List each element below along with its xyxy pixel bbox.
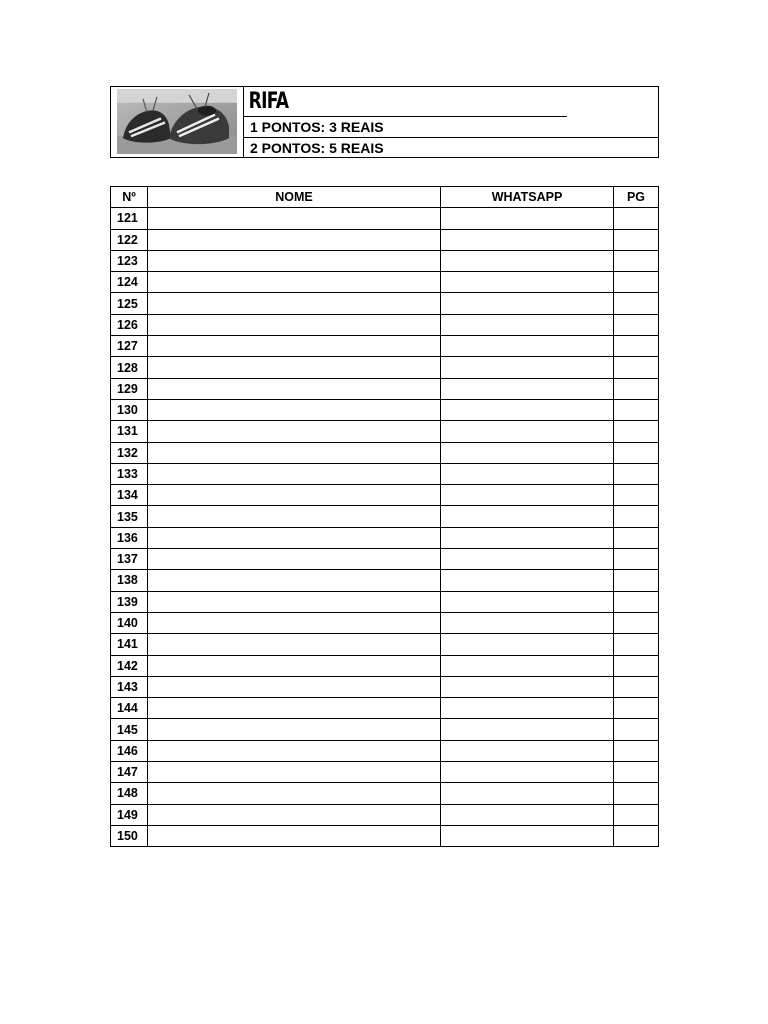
paid-cell[interactable] xyxy=(614,293,659,314)
name-cell[interactable] xyxy=(148,527,441,548)
name-cell[interactable] xyxy=(148,485,441,506)
paid-cell[interactable] xyxy=(614,485,659,506)
name-cell[interactable] xyxy=(148,719,441,740)
paid-cell[interactable] xyxy=(614,463,659,484)
paid-cell[interactable] xyxy=(614,229,659,250)
column-header-name: NOME xyxy=(148,187,441,208)
table-row xyxy=(111,719,659,740)
raffle-table xyxy=(110,186,659,847)
number-cell: 124 xyxy=(111,272,148,293)
paid-cell[interactable] xyxy=(614,378,659,399)
photo-cell xyxy=(111,87,244,157)
number-cell: 137 xyxy=(111,549,148,570)
whatsapp-cell[interactable] xyxy=(441,293,614,314)
whatsapp-cell[interactable] xyxy=(441,676,614,697)
name-cell[interactable] xyxy=(148,783,441,804)
name-cell[interactable] xyxy=(148,357,441,378)
whatsapp-cell[interactable] xyxy=(441,740,614,761)
table-row xyxy=(111,527,659,548)
paid-cell[interactable] xyxy=(614,825,659,846)
column-header-whatsapp: WHATSAPP xyxy=(441,187,614,208)
paid-cell[interactable] xyxy=(614,634,659,655)
name-cell[interactable] xyxy=(148,804,441,825)
name-cell[interactable] xyxy=(148,272,441,293)
paid-cell[interactable] xyxy=(614,804,659,825)
whatsapp-cell[interactable] xyxy=(441,208,614,229)
whatsapp-cell[interactable] xyxy=(441,549,614,570)
paid-cell[interactable] xyxy=(614,272,659,293)
table-row xyxy=(111,229,659,250)
header-row xyxy=(111,187,659,208)
number-cell: 132 xyxy=(111,442,148,463)
name-cell[interactable] xyxy=(148,740,441,761)
name-cell[interactable] xyxy=(148,676,441,697)
name-cell[interactable] xyxy=(148,399,441,420)
paid-cell[interactable] xyxy=(614,442,659,463)
number-cell: 135 xyxy=(111,506,148,527)
table-row xyxy=(111,740,659,761)
whatsapp-cell[interactable] xyxy=(441,698,614,719)
number-cell: 145 xyxy=(111,719,148,740)
paid-cell[interactable] xyxy=(614,655,659,676)
table-row xyxy=(111,804,659,825)
number-cell: 146 xyxy=(111,740,148,761)
whatsapp-cell[interactable] xyxy=(441,421,614,442)
table-row xyxy=(111,570,659,591)
number-cell: 131 xyxy=(111,421,148,442)
whatsapp-cell[interactable] xyxy=(441,591,614,612)
whatsapp-cell[interactable] xyxy=(441,783,614,804)
raffle-title: RIFA xyxy=(244,87,567,117)
name-cell[interactable] xyxy=(148,549,441,570)
price-line-2: 2 PONTOS: 5 REAIS xyxy=(250,139,384,156)
table-row xyxy=(111,506,659,527)
whatsapp-cell[interactable] xyxy=(441,719,614,740)
table-row xyxy=(111,293,659,314)
table-row xyxy=(111,762,659,783)
whatsapp-cell[interactable] xyxy=(441,378,614,399)
number-cell: 121 xyxy=(111,208,148,229)
paid-cell[interactable] xyxy=(614,208,659,229)
number-cell: 128 xyxy=(111,357,148,378)
paid-cell[interactable] xyxy=(614,783,659,804)
whatsapp-cell[interactable] xyxy=(441,570,614,591)
name-cell[interactable] xyxy=(148,208,441,229)
whatsapp-cell[interactable] xyxy=(441,314,614,335)
table-row xyxy=(111,698,659,719)
table-row xyxy=(111,314,659,335)
name-cell[interactable] xyxy=(148,825,441,846)
number-cell: 129 xyxy=(111,378,148,399)
name-cell[interactable] xyxy=(148,570,441,591)
name-cell[interactable] xyxy=(148,463,441,484)
paid-cell[interactable] xyxy=(614,698,659,719)
paid-cell[interactable] xyxy=(614,336,659,357)
name-cell[interactable] xyxy=(148,293,441,314)
whatsapp-cell[interactable] xyxy=(441,634,614,655)
name-cell[interactable] xyxy=(148,634,441,655)
number-cell: 130 xyxy=(111,399,148,420)
number-cell: 138 xyxy=(111,570,148,591)
table-row xyxy=(111,676,659,697)
number-cell: 144 xyxy=(111,698,148,719)
paid-cell[interactable] xyxy=(614,719,659,740)
table-row xyxy=(111,463,659,484)
number-cell: 133 xyxy=(111,463,148,484)
name-cell[interactable] xyxy=(148,378,441,399)
number-cell: 134 xyxy=(111,485,148,506)
table-row xyxy=(111,208,659,229)
paid-cell[interactable] xyxy=(614,762,659,783)
table-row xyxy=(111,357,659,378)
column-header-number: Nº xyxy=(111,187,148,208)
table-row xyxy=(111,825,659,846)
table-row xyxy=(111,442,659,463)
whatsapp-cell[interactable] xyxy=(441,804,614,825)
number-cell: 127 xyxy=(111,336,148,357)
name-cell[interactable] xyxy=(148,336,441,357)
column-header-paid: PG xyxy=(614,187,659,208)
name-cell[interactable] xyxy=(148,655,441,676)
name-cell[interactable] xyxy=(148,762,441,783)
name-cell[interactable] xyxy=(148,612,441,633)
table-row xyxy=(111,399,659,420)
paid-cell[interactable] xyxy=(614,527,659,548)
paid-cell[interactable] xyxy=(614,676,659,697)
whatsapp-cell[interactable] xyxy=(441,655,614,676)
name-cell[interactable] xyxy=(148,442,441,463)
number-cell: 150 xyxy=(111,825,148,846)
number-cell: 140 xyxy=(111,612,148,633)
number-cell: 149 xyxy=(111,804,148,825)
whatsapp-cell[interactable] xyxy=(441,825,614,846)
table-row xyxy=(111,612,659,633)
table-row xyxy=(111,250,659,271)
paid-cell[interactable] xyxy=(614,314,659,335)
paid-cell[interactable] xyxy=(614,421,659,442)
price-line-1: 1 PONTOS: 3 REAIS xyxy=(244,117,658,138)
paid-cell[interactable] xyxy=(614,506,659,527)
whatsapp-cell[interactable] xyxy=(441,442,614,463)
paid-cell[interactable] xyxy=(614,570,659,591)
info-cell xyxy=(244,87,658,157)
paid-cell[interactable] xyxy=(614,357,659,378)
whatsapp-cell[interactable] xyxy=(441,485,614,506)
paid-cell[interactable] xyxy=(614,399,659,420)
whatsapp-cell[interactable] xyxy=(441,272,614,293)
whatsapp-cell[interactable] xyxy=(441,463,614,484)
table-row xyxy=(111,336,659,357)
whatsapp-cell[interactable] xyxy=(441,527,614,548)
paid-cell[interactable] xyxy=(614,250,659,271)
raffle-header xyxy=(110,86,659,158)
name-cell[interactable] xyxy=(148,506,441,527)
table-row xyxy=(111,378,659,399)
whatsapp-cell[interactable] xyxy=(441,229,614,250)
number-cell: 123 xyxy=(111,250,148,271)
name-cell[interactable] xyxy=(148,421,441,442)
number-cell: 147 xyxy=(111,762,148,783)
paid-cell[interactable] xyxy=(614,591,659,612)
number-cell: 126 xyxy=(111,314,148,335)
name-cell[interactable] xyxy=(148,698,441,719)
paid-cell[interactable] xyxy=(614,740,659,761)
name-cell[interactable] xyxy=(148,250,441,271)
paid-cell[interactable] xyxy=(614,612,659,633)
whatsapp-cell[interactable] xyxy=(441,506,614,527)
paid-cell[interactable] xyxy=(614,549,659,570)
whatsapp-cell[interactable] xyxy=(441,357,614,378)
table-row xyxy=(111,485,659,506)
whatsapp-cell[interactable] xyxy=(441,612,614,633)
table-row xyxy=(111,591,659,612)
table-row xyxy=(111,655,659,676)
table-row xyxy=(111,272,659,293)
name-cell[interactable] xyxy=(148,314,441,335)
table-row xyxy=(111,549,659,570)
whatsapp-cell[interactable] xyxy=(441,399,614,420)
number-cell: 125 xyxy=(111,293,148,314)
cleats-photo xyxy=(117,89,237,154)
name-cell[interactable] xyxy=(148,591,441,612)
table-row xyxy=(111,634,659,655)
number-cell: 143 xyxy=(111,676,148,697)
table-row xyxy=(111,783,659,804)
number-cell: 141 xyxy=(111,634,148,655)
name-cell[interactable] xyxy=(148,229,441,250)
number-cell: 139 xyxy=(111,591,148,612)
whatsapp-cell[interactable] xyxy=(441,250,614,271)
number-cell: 142 xyxy=(111,655,148,676)
whatsapp-cell[interactable] xyxy=(441,762,614,783)
table-row xyxy=(111,421,659,442)
number-cell: 122 xyxy=(111,229,148,250)
number-cell: 136 xyxy=(111,527,148,548)
number-cell: 148 xyxy=(111,783,148,804)
whatsapp-cell[interactable] xyxy=(441,336,614,357)
